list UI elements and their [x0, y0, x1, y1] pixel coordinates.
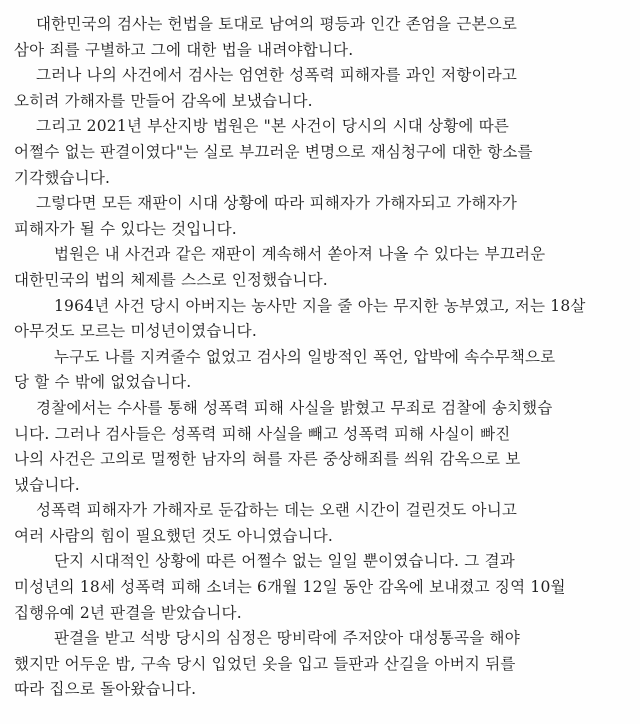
letter-line: 1964년 사건 당시 아버지는 농사만 지을 줄 아는 무지한 농부였고, 저는 18살	[54, 296, 586, 315]
letter-line: 대한민국의 법의 체제를 스스로 인정했습니다.	[14, 270, 328, 289]
letter-line: 아무것도 모르는 미성년이였습니다.	[14, 322, 257, 341]
letter-line: 당 할 수 밖에 없었습니다.	[14, 373, 192, 392]
letter-line: 성폭력 피해자가 가해자로 둔갑하는 데는 오랜 시간이 걸린것도 아니고	[36, 501, 518, 520]
letter-line: 판결을 받고 석방 당시의 심정은 땅비락에 주저앉아 대성통곡을 해야	[54, 629, 520, 648]
letter-line: 그렇다면 모든 재판이 시대 상황에 따라 피해자가 가해자되고 가해자가	[36, 194, 518, 213]
letter-line: 했지만 어두운 밤, 구속 당시 입었던 옷을 입고 들판과 산길을 아버지 뒤를	[14, 654, 516, 673]
letter-body	[14, 12, 634, 703]
letter-line: 삼아 죄를 구별하고 그에 대한 법을 내려야합니다.	[14, 40, 354, 59]
letter-line: 따라 집으로 돌아왔습니다.	[14, 680, 197, 699]
letter-line: 미성년의 18세 성폭력 피해 소녀는 6개월 12일 동안 감옥에 보내졌고 징역 10월	[14, 578, 566, 597]
letter-line: 니다. 그러나 검사들은 성폭력 피해 사실을 빼고 성폭력 피해 사실이 빠진	[14, 424, 511, 443]
letter-line: 나의 사건은 고의로 멀쩡한 남자의 혀를 자른 중상해죄를 씌워 감옥으로 보	[14, 450, 521, 469]
letter-line: 집행유예 2년 판결을 받았습니다.	[14, 603, 242, 622]
letter-line: 대한민국의 검사는 헌법을 토대로 남여의 평등과 인간 존엄을 근본으로	[36, 15, 518, 33]
letter-line: 누구도 나를 지켜줄수 없었고 검사의 일방적인 폭언, 압박에 속수무책으로	[54, 347, 556, 366]
letter-line: 그러나 나의 사건에서 검사는 엄연한 성폭력 피해자를 과인 저항이라고	[36, 66, 518, 85]
letter-line: 기각했습니다.	[14, 168, 111, 187]
letter-line: 그리고 2021년 부산지방 법원은 "본 사건이 당시의 시대 상황에 따른	[36, 117, 510, 136]
letter-line: 여러 사람의 힘이 필요했던 것도 아니였습니다.	[14, 526, 334, 545]
letter-line: 피해자가 될 수 있다는 것입니다.	[14, 219, 237, 238]
letter-line: 냈습니다.	[14, 475, 80, 494]
letter-line: 단지 시대적인 상황에 따른 어쩔수 없는 일일 뿐이였습니다. 그 결과	[54, 552, 515, 571]
letter-line: 법원은 내 사건과 같은 재판이 계속해서 쏟아져 나올 수 있다는 부끄러운	[54, 245, 546, 264]
letter-line: 경찰에서는 수사를 통해 성폭력 피해 사실을 밝혔고 무죄로 검찰에 송치했습	[36, 398, 553, 417]
letter-line: 어쩔수 없는 판결이였다"는 실로 부끄러운 변명으로 재심청구에 대한 항소를	[14, 142, 533, 161]
letter-line: 오히려 가해자를 만들어 감옥에 보냈습니다.	[14, 91, 313, 110]
